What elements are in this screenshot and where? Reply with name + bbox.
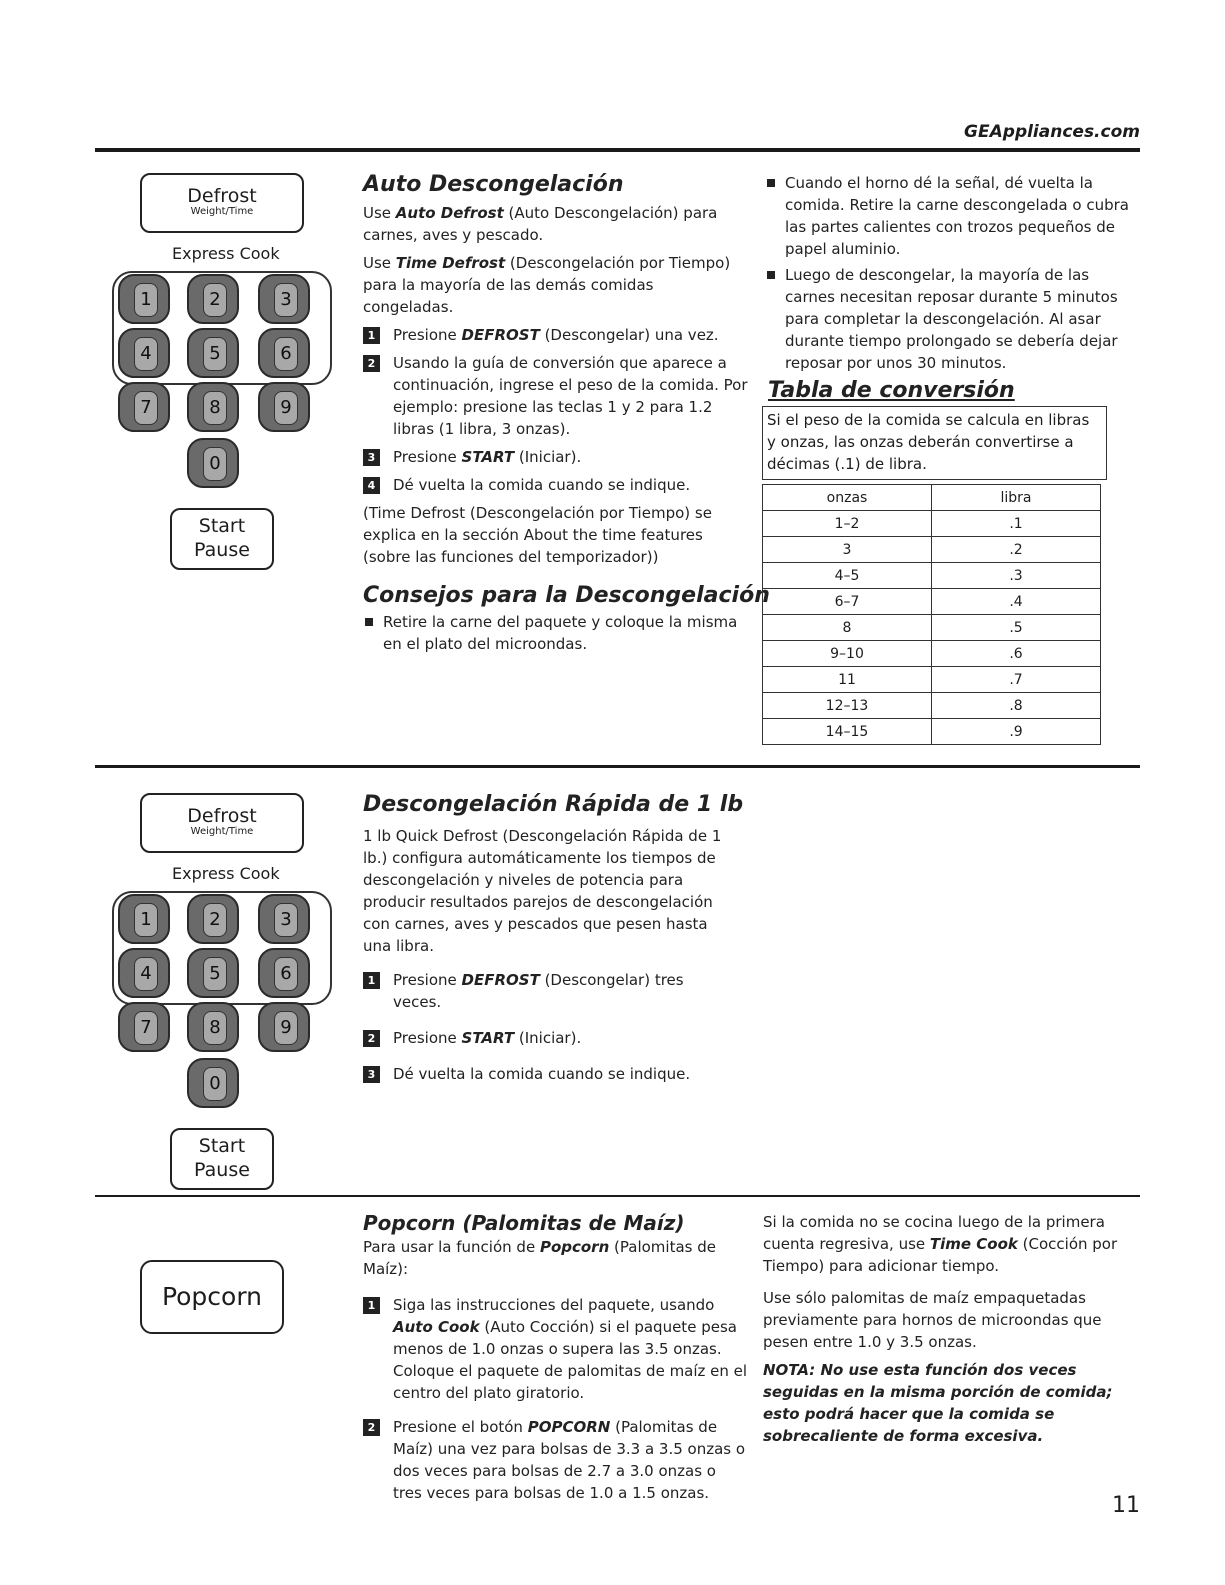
key-7[interactable]: 7	[118, 382, 170, 432]
key-2[interactable]: 2	[187, 274, 239, 324]
defrost-label: Defrost	[187, 185, 257, 207]
popcorn-label: Popcorn	[161, 1282, 263, 1311]
table-header-row	[763, 485, 1101, 511]
step-1: 1 Siga las instrucciones del paquete, usando Auto Cook (Auto Cocción) si el paquete pesa menos de 1.0 onzas o supera las 3.5 onzas. Coloque el paquete de palomitas de maíz en el centro del plato giratorio.	[363, 1294, 748, 1404]
step-3: 3 Presione START (Iniciar).	[363, 446, 748, 468]
conversion-table	[762, 484, 1101, 745]
column-header-libra: libra	[932, 485, 1101, 511]
key-0[interactable]: 0	[187, 438, 239, 488]
key-8[interactable]: 8	[187, 382, 239, 432]
page-number: 11	[1112, 1493, 1140, 1518]
section-divider-2	[95, 1195, 1140, 1197]
weight-time-label: Weight/Time	[190, 826, 254, 837]
popcorn-title: Popcorn (Palomitas de Maíz)	[363, 1211, 685, 1235]
site-url: GEAppliances.com	[964, 122, 1140, 142]
tip-item: Retire la carne del paquete y coloque la misma en el plato del microondas.	[363, 611, 748, 655]
conversion-intro: Si el peso de la comida se calcula en libras y onzas, las onzas deberán convertirse a décimas (.1) de libra.	[762, 406, 1107, 480]
express-cook-label: Express Cook	[172, 244, 280, 263]
step-2: 2 Presione el botón POPCORN (Palomitas de Maíz) una vez para bolsas de 3.3 a 3.5 onzas o dos veces para bolsas de 2.7 a 3.0 onzas o tres veces para bolsas de 1.0 a 1.5 onzas.	[363, 1416, 748, 1504]
key-5[interactable]: 5	[187, 328, 239, 378]
auto-defrost-p1: Use Auto Defrost (Auto Descongelación) para carnes, aves y pescado.	[363, 204, 718, 244]
key-6[interactable]: 6	[258, 948, 310, 998]
auto-defrost-p2: Use Time Defrost (Descongelación por Tiempo) para la mayoría de las demás comidas congeladas.	[363, 254, 731, 316]
tips-list	[363, 611, 748, 659]
table-row: 1–2 .1	[763, 511, 1101, 537]
key-4[interactable]: 4	[118, 948, 170, 998]
key-7[interactable]: 7	[118, 1002, 170, 1052]
column-header-onzas: onzas	[763, 485, 932, 511]
time-defrost-note: (Time Defrost (Descongelación por Tiempo) se explica en la sección About the time features (sobre las funciones del temporizador))	[363, 504, 712, 566]
quick-defrost-title: Descongelación Rápida de 1 lb	[363, 792, 744, 817]
key-3[interactable]: 3	[258, 894, 310, 944]
table-row: 4–5 .3	[763, 563, 1101, 589]
quick-defrost-intro: 1 lb Quick Defrost (Descongelación Rápida de 1 lb.) configura automáticamente los tiempos de descongelación y niveles de potencia para producir resultados parejos de descongelación con carnes, aves y pescados que pesen hasta una libra.	[363, 827, 722, 955]
section-divider-1	[95, 765, 1140, 768]
table-row: 9–10 .6	[763, 641, 1101, 667]
tip-item: Cuando el horno dé la señal, dé vuelta la comida. Retire la carne descongelada o cubra las partes calientes con trozos pequeños de papel aluminio.	[765, 172, 1140, 260]
table-row: 8 .5	[763, 615, 1101, 641]
defrost-button[interactable]	[140, 793, 304, 853]
step-3: 3 Dé vuelta la comida cuando se indique.	[363, 1063, 733, 1085]
step-1: 1 Presione DEFROST (Descongelar) una vez.	[363, 324, 748, 346]
conversion-table-title: Tabla de conversión	[768, 378, 1015, 403]
popcorn-time-cook-tip: Si la comida no se cocina luego de la primera cuenta regresiva, use Time Cook (Cocción por Tiempo) para adicionar tiempo.	[763, 1213, 1118, 1275]
quick-defrost-body	[363, 825, 733, 1091]
tips-list-continued	[765, 172, 1140, 378]
table-row: 3 .2	[763, 537, 1101, 563]
auto-defrost-body	[363, 202, 748, 574]
auto-defrost-title: Auto Descongelación	[363, 172, 624, 197]
key-1[interactable]: 1	[118, 894, 170, 944]
express-cook-label: Express Cook	[172, 864, 280, 883]
table-row: 14–15 .9	[763, 719, 1101, 745]
pause-label: Pause	[194, 1159, 250, 1181]
key-5[interactable]: 5	[187, 948, 239, 998]
start-label: Start	[198, 1135, 246, 1157]
key-1[interactable]: 1	[118, 274, 170, 324]
key-4[interactable]: 4	[118, 328, 170, 378]
table-row: 6–7 .4	[763, 589, 1101, 615]
popcorn-intro: Para usar la función de Popcorn (Palomitas de Maíz):	[363, 1238, 716, 1278]
popcorn-note: NOTA: No use esta función dos veces seguidas en la misma porción de comida; esto podrá hacer que la comida se sobrecaliente de forma excesiva.	[763, 1361, 1113, 1445]
start-pause-button[interactable]	[170, 1128, 274, 1190]
step-2: 2 Usando la guía de conversión que aparece a continuación, ingrese el peso de la comida. Por ejemplo: presione las teclas 1 y 2 para 1.2 libras (1 libra, 3 onzas).	[363, 352, 748, 440]
tips-title: Consejos para la Descongelación	[363, 583, 770, 608]
key-6[interactable]: 6	[258, 328, 310, 378]
step-4: 4 Dé vuelta la comida cuando se indique.	[363, 474, 748, 496]
step-1: 1 Presione DEFROST (Descongelar) tres veces.	[363, 969, 733, 1013]
key-9[interactable]: 9	[258, 382, 310, 432]
table-row: 11 .7	[763, 667, 1101, 693]
header-rule	[95, 148, 1140, 152]
weight-time-label: Weight/Time	[190, 206, 254, 217]
popcorn-button[interactable]	[140, 1260, 284, 1334]
popcorn-right-column	[763, 1211, 1148, 1453]
start-label: Start	[198, 515, 246, 537]
defrost-button[interactable]	[140, 173, 304, 233]
start-pause-button[interactable]	[170, 508, 274, 570]
key-9[interactable]: 9	[258, 1002, 310, 1052]
tip-item: Luego de descongelar, la mayoría de las carnes necesitan reposar durante 5 minutos para completar la descongelación. Al asar durante tiempo prolongado se debería dejar reposar por unos 30 minutos.	[765, 264, 1140, 374]
pause-label: Pause	[194, 539, 250, 561]
key-2[interactable]: 2	[187, 894, 239, 944]
popcorn-body	[363, 1236, 748, 1510]
step-2: 2 Presione START (Iniciar).	[363, 1027, 733, 1049]
key-3[interactable]: 3	[258, 274, 310, 324]
key-0[interactable]: 0	[187, 1058, 239, 1108]
popcorn-usage-tip: Use sólo palomitas de maíz empaquetadas previamente para hornos de microondas que pesen entre 1.0 y 3.5 onzas.	[763, 1289, 1102, 1351]
defrost-label: Defrost	[187, 805, 257, 827]
table-row: 12–13 .8	[763, 693, 1101, 719]
key-8[interactable]: 8	[187, 1002, 239, 1052]
